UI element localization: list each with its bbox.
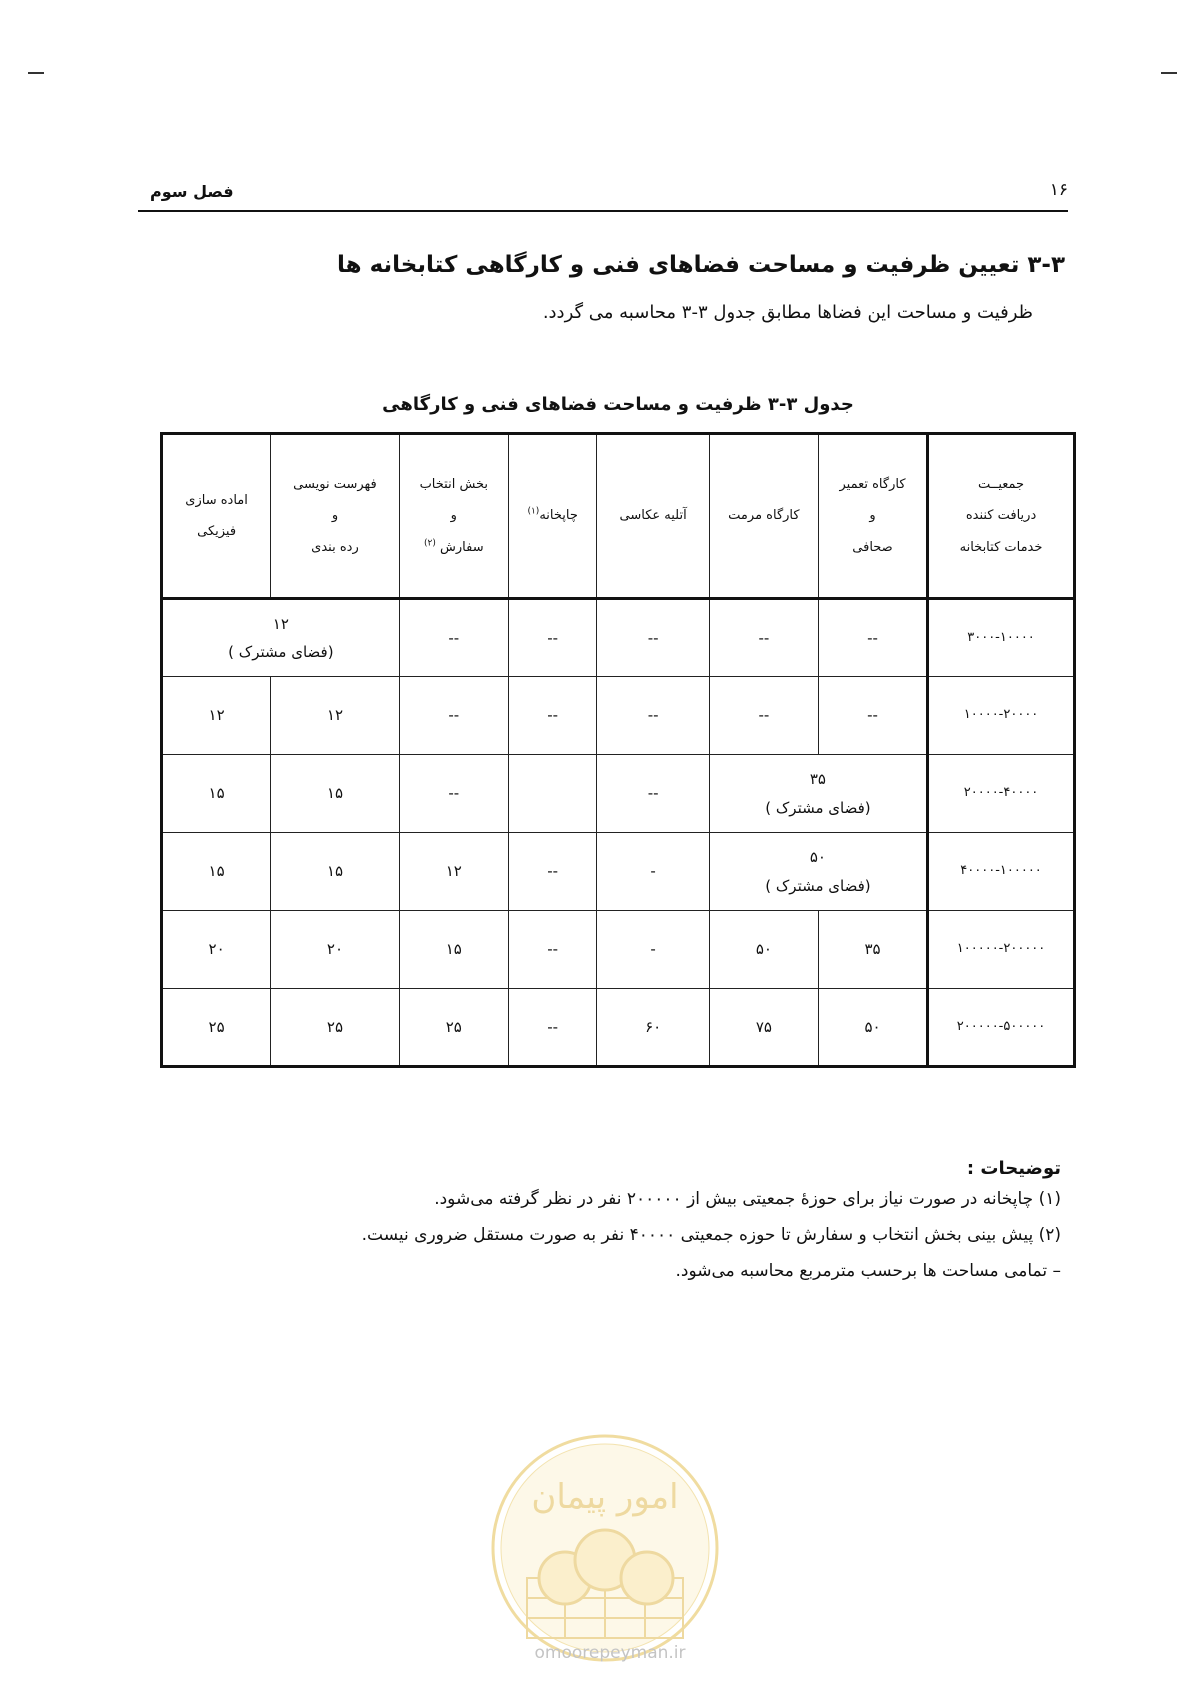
table-row: [162, 599, 1075, 677]
watermark-logo: [485, 1428, 725, 1668]
table-row: [162, 911, 1075, 989]
note-item: – تمامی مساحت ها برحسب مترمربع محاسبه می‌شود.: [675, 1261, 1061, 1281]
table-caption: جدول ۳-۳ ظرفیت و مساحت فضاهای فنی و کارگاهی: [382, 394, 854, 415]
cell-select: ۱۲: [399, 833, 508, 911]
table-row: [162, 833, 1075, 911]
cell-population: ۳۰۰۰-۱۰۰۰۰: [928, 599, 1075, 677]
cell-photo: --: [597, 599, 709, 677]
note-item: (۲) پیش بینی بخش انتخاب و سفارش تا حوزه جمعیتی ۴۰۰۰۰ نفر به صورت مستقل ضروری نیست.: [361, 1225, 1061, 1245]
header-restoration: کارگاه مرمت: [709, 434, 818, 599]
page-header: [138, 178, 1068, 212]
cell-population: ۲۰۰۰۰-۴۰۰۰۰: [928, 755, 1075, 833]
cell-photo: ۶۰: [597, 989, 709, 1067]
chapter-title: فصل سوم: [150, 182, 234, 201]
table-row: [162, 755, 1075, 833]
cell-select: --: [399, 599, 508, 677]
watermark-site: omoorepeyman.ir: [534, 1643, 686, 1663]
cell-select: --: [399, 755, 508, 833]
cell-prep: ۱۲: [162, 677, 271, 755]
cell-catalog: ۱۵: [271, 755, 400, 833]
section-title: ۳-۳ تعیین ظرفیت و مساحت فضاهای فنی و کارگاهی کتابخانه ها: [337, 252, 1065, 278]
header-population: جمعیــت دریافت کننده خدمات کتابخانه: [928, 434, 1075, 599]
page-number: ۱۶: [1049, 180, 1068, 200]
cell-photo: --: [597, 677, 709, 755]
header-physical-prep: اماده سازی فیزیکی: [162, 434, 271, 599]
cell-repair: ۵۰: [818, 989, 927, 1067]
cell-print: [508, 755, 597, 833]
cell-repair: --: [818, 599, 927, 677]
cell-print: --: [508, 989, 597, 1067]
header-photo-studio: آتلیه عکاسی: [597, 434, 709, 599]
crop-mark-right: [1161, 72, 1177, 74]
cell-print: --: [508, 599, 597, 677]
cell-prep: ۱۵: [162, 833, 271, 911]
cell-population: ۱۰۰۰۰-۲۰۰۰۰: [928, 677, 1075, 755]
cell-population: ۲۰۰۰۰۰-۵۰۰۰۰۰: [928, 989, 1075, 1067]
header-cataloging: فهرست نویسی و رده بندی: [271, 434, 400, 599]
header-selection-order: بخش انتخاب و سفارش $^{(۲)}$: [399, 434, 508, 599]
notes-section: [161, 1158, 1061, 1297]
cell-restore: ۷۵: [709, 989, 818, 1067]
crop-mark-left: [28, 72, 44, 74]
cell-prep: ۱۵: [162, 755, 271, 833]
cell-select: ۲۵: [399, 989, 508, 1067]
table-header-row: [162, 434, 1075, 599]
header-repair-binding: کارگاه تعمیر و صحافی: [818, 434, 927, 599]
table-row: [162, 677, 1075, 755]
cell-shared-space: ۵۰ (فضای مشترک ): [709, 833, 927, 911]
cell-prep: ۲۰: [162, 911, 271, 989]
cell-print: --: [508, 833, 597, 911]
cell-catalog: ۲۵: [271, 989, 400, 1067]
header-printing: چاپخانه$^{(۱)}$: [508, 434, 597, 599]
cell-photo: -: [597, 833, 709, 911]
section-intro: ظرفیت و مساحت این فضاها مطابق جدول ۳-۳ محاسبه می گردد.: [542, 302, 1033, 323]
cell-select: ۱۵: [399, 911, 508, 989]
cell-population: ۱۰۰۰۰۰-۲۰۰۰۰۰: [928, 911, 1075, 989]
cell-prep: ۲۵: [162, 989, 271, 1067]
cell-restore: ۵۰: [709, 911, 818, 989]
table-row: [162, 989, 1075, 1067]
cell-catalog: ۱۵: [271, 833, 400, 911]
cell-print: --: [508, 911, 597, 989]
cell-restore: --: [709, 677, 818, 755]
cell-repair: ۳۵: [818, 911, 927, 989]
cell-catalog: ۱۲: [271, 677, 400, 755]
cell-restore: --: [709, 599, 818, 677]
note-item: (۱) چاپخانه در صورت نیاز برای حوزهٔ جمعیتی بیش از ۲۰۰۰۰۰ نفر در نظر گرفته می‌شود.: [434, 1189, 1061, 1209]
cell-print: --: [508, 677, 597, 755]
capacity-table: [160, 432, 1076, 1068]
notes-title: توضیحات :: [966, 1158, 1061, 1179]
cell-photo: --: [597, 755, 709, 833]
cell-shared-space: ۱۲ (فضای مشترک ): [162, 599, 400, 677]
cell-select: --: [399, 677, 508, 755]
watermark-text: امور پیمان: [531, 1477, 679, 1517]
cell-catalog: ۲۰: [271, 911, 400, 989]
cell-population: ۴۰۰۰۰-۱۰۰۰۰۰: [928, 833, 1075, 911]
cell-photo: -: [597, 911, 709, 989]
cell-repair: --: [818, 677, 927, 755]
cell-shared-space: ۳۵ (فضای مشترک ): [709, 755, 927, 833]
